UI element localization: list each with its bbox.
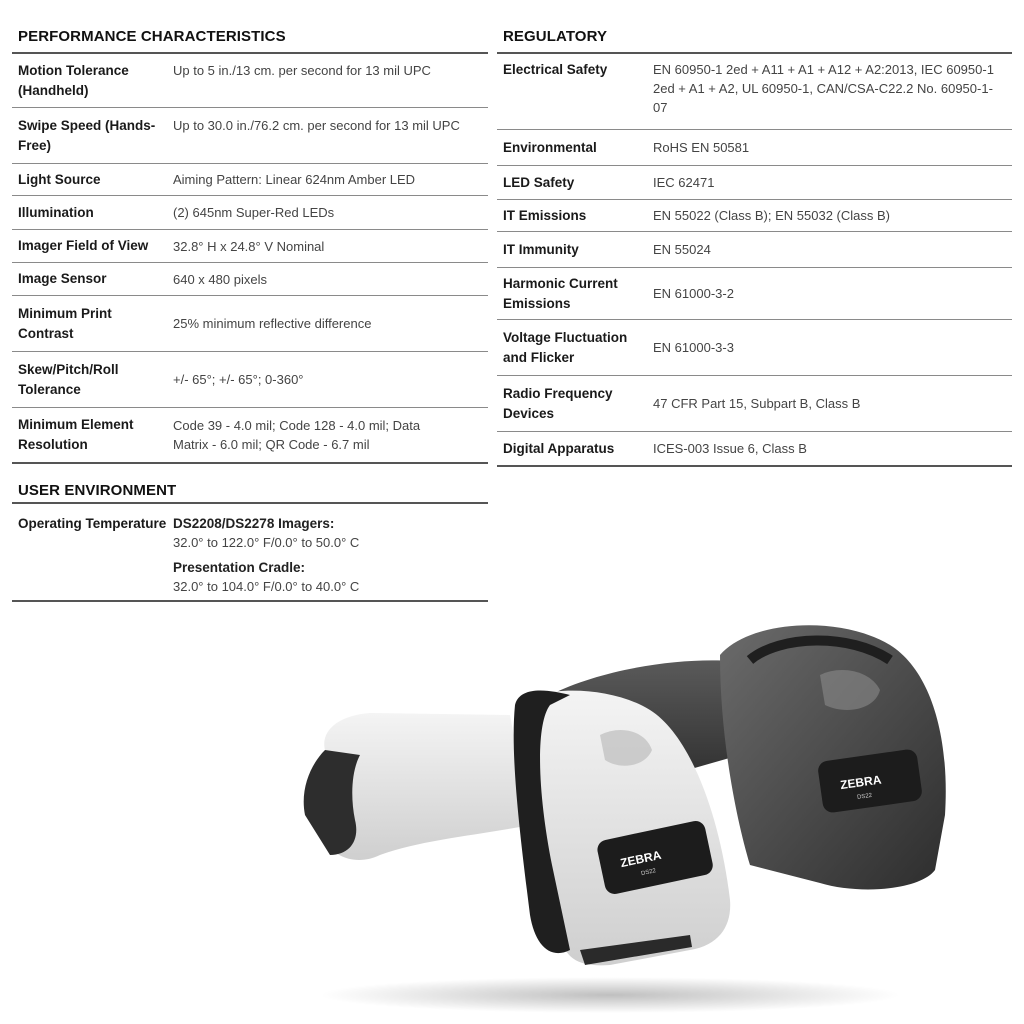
reg-label: IT Emissions	[503, 207, 587, 223]
barcode-scanners-image	[280, 615, 960, 1015]
reg-label: Electrical Safety	[503, 62, 608, 77]
right-column	[497, 0, 1012, 467]
reg-value: RoHS EN 50581	[653, 140, 750, 155]
white-scanner-model: DS22	[640, 868, 657, 878]
reg-row-it-immunity	[497, 232, 1012, 268]
performance-heading: PERFORMANCE CHARACTERISTICS	[12, 28, 488, 54]
spec-row-skew-pitch-roll	[12, 352, 488, 408]
operating-temperature-values	[167, 514, 482, 596]
reg-row-it-emissions	[497, 200, 1012, 232]
imagers-heading: DS2208/DS2278 Imagers:	[173, 516, 335, 531]
spec-value: (2) 645nm Super-Red LEDs	[173, 205, 335, 220]
cradle-heading: Presentation Cradle:	[173, 560, 306, 575]
spec-row-field-of-view	[12, 230, 488, 263]
reg-value: EN 60950-1 2ed + A11 + A1 + A12 + A2:2013, IEC 60950-1 2ed + A1 + A2, UL 60950-1, CAN/CSA-C22.2 No. 60950-1-07	[653, 62, 994, 115]
reg-row-electrical-safety	[497, 54, 1012, 130]
black-scanner-brand: ZEBRA	[839, 772, 883, 793]
user-environment-heading: USER ENVIRONMENT	[12, 476, 488, 504]
spec-value: 32.8° H x 24.8° V Nominal	[173, 238, 325, 254]
spec-row-light-source	[12, 164, 488, 196]
spec-value: 640 x 480 pixels	[173, 271, 267, 287]
left-column	[12, 0, 488, 602]
reg-label: Environmental	[503, 139, 597, 155]
spec-row-image-sensor	[12, 263, 488, 296]
reg-label: LED Safety	[503, 174, 575, 190]
spec-label: Motion Tolerance (Handheld)	[18, 62, 129, 98]
spec-label: Operating Temperature	[18, 516, 167, 531]
spec-label: Swipe Speed (Hands-Free)	[18, 117, 156, 153]
reg-value: IEC 62471	[653, 175, 715, 190]
reg-row-voltage-fluctuation	[497, 320, 1012, 376]
spec-label: Light Source	[18, 171, 101, 187]
reg-label: Harmonic Current Emissions	[503, 275, 618, 311]
reg-value: EN 55024	[653, 242, 711, 257]
spec-value: Aiming Pattern: Linear 624nm Amber LED	[173, 172, 416, 187]
spec-value: Code 39 - 4.0 mil; Code 128 - 4.0 mil; Data Matrix - 6.0 mil; QR Code - 6.7 mil	[173, 418, 421, 452]
reg-value: EN 61000-3-2	[653, 286, 734, 301]
spec-value: Up to 5 in./13 cm. per second for 13 mil UPC	[173, 63, 431, 78]
spec-row-print-contrast	[12, 296, 488, 352]
cradle-value: 32.0° to 104.0° F/0.0° to 40.0° C	[173, 579, 360, 594]
white-scanner	[304, 691, 731, 966]
reg-row-radio-frequency	[497, 376, 1012, 432]
spec-label: Minimum Print Contrast	[18, 305, 112, 341]
reg-label: Voltage Fluctuation and Flicker	[503, 329, 628, 365]
spec-row-swipe-speed	[12, 108, 488, 164]
spec-row-illumination	[12, 196, 488, 230]
spec-label: Image Sensor	[18, 271, 107, 286]
reg-row-environmental	[497, 130, 1012, 166]
reg-value: 47 CFR Part 15, Subpart B, Class B	[653, 396, 861, 411]
reg-label: IT Immunity	[503, 241, 579, 257]
reg-value: EN 61000-3-3	[653, 340, 734, 355]
white-scanner-brand: ZEBRA	[619, 847, 663, 871]
spec-label: Minimum Element Resolution	[18, 417, 134, 452]
spec-value: +/- 65°; +/- 65°; 0-360°	[173, 372, 304, 387]
reg-value: ICES-003 Issue 6, Class B	[653, 441, 807, 456]
reg-label: Digital Apparatus	[503, 440, 615, 456]
spec-label: Illumination	[18, 204, 94, 220]
spec-value: 25% minimum reflective difference	[173, 316, 372, 331]
reg-value: EN 55022 (Class B); EN 55032 (Class B)	[653, 208, 890, 223]
spec-label: Skew/Pitch/Roll Tolerance	[18, 361, 119, 397]
reg-row-harmonic-current	[497, 268, 1012, 320]
spec-row-element-resolution	[12, 408, 488, 464]
reg-row-digital-apparatus	[497, 432, 1012, 467]
spec-label: Imager Field of View	[18, 238, 149, 253]
reg-row-led-safety	[497, 166, 1012, 200]
black-scanner-model: DS22	[856, 792, 873, 801]
regulatory-heading: REGULATORY	[497, 28, 1012, 54]
spec-row-motion-tolerance	[12, 54, 488, 108]
spec-value: Up to 30.0 in./76.2 cm. per second for 13 mil UPC	[173, 118, 460, 133]
reg-label: Radio Frequency Devices	[503, 385, 613, 421]
spec-row-operating-temperature	[12, 504, 488, 602]
imagers-value: 32.0° to 122.0° F/0.0° to 50.0° C	[173, 535, 360, 550]
